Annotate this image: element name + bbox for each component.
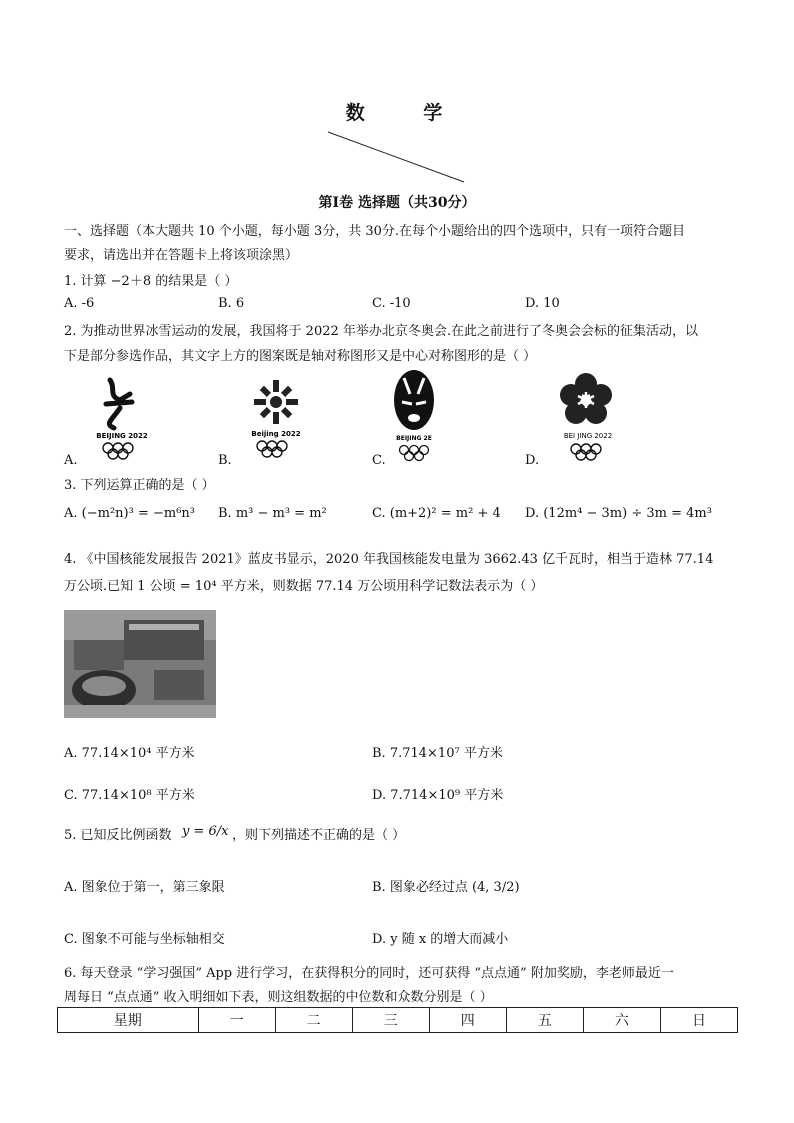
- q3-option-b: B. m³ − m³ = m²: [218, 506, 327, 521]
- q6-line-1: 6. 每天登录 “学习强国” App 进行学习，在获得积分的同时，还可获得 “点点通” 附加奖励，李老师最近一: [64, 966, 674, 981]
- q2-option-a: A.: [64, 453, 78, 468]
- intro-line-1: 一、选择题（本大题共 10 个小题，每小题 3分，共 30分.在每个小题给出的四个选项中，只有一项符合题目: [64, 224, 686, 239]
- intro-line-2: 要求，请选出并在答题卡上将该项涂黑）: [64, 248, 299, 263]
- page-title: 数 学: [345, 102, 469, 124]
- q4-option-c: C. 77.14×10⁸ 平方米: [64, 788, 195, 803]
- table-header-cell: 星期: [58, 1008, 199, 1033]
- q5-option-d: D. y 随 x 的增大而减小: [372, 932, 509, 947]
- q3-stem: 3. 下列运算正确的是（ ）: [64, 478, 215, 493]
- q5-option-b: B. 图象必经过点 (4, 3/2): [372, 880, 520, 895]
- logo-d-image: [548, 370, 628, 464]
- table-header-cell: 日: [660, 1008, 737, 1033]
- q3-option-c: C. (m+2)² = m² + 4: [372, 506, 501, 521]
- weekday-table: [57, 1007, 738, 1033]
- q5-stem-suffix: ，则下列描述不正确的是（ ）: [232, 828, 406, 843]
- q1-option-d: D. 10: [525, 296, 560, 311]
- logo-c-text: BEIJING 2E: [396, 435, 432, 442]
- table-row: [58, 1008, 738, 1033]
- q2-option-c: C.: [372, 453, 386, 468]
- q6-line-2: 周每日 “点点通” 收入明细如下表，则这组数据的中位数和众数分别是（ ）: [64, 990, 493, 1005]
- q5-function: y = 6/x: [182, 824, 229, 839]
- logo-b-image: [240, 374, 312, 464]
- q1-option-a: A. -6: [64, 296, 95, 311]
- logo-d-text: BEI JING 2022: [563, 432, 613, 440]
- q4-option-b: B. 7.714×10⁷ 平方米: [372, 746, 503, 761]
- q1-option-c: C. -10: [372, 296, 411, 311]
- logo-a-text: BEIJING 2022: [96, 432, 148, 440]
- photo-graphic: [64, 610, 216, 718]
- table-header-cell: 三: [352, 1008, 429, 1033]
- q4-option-d: D. 7.714×10⁹ 平方米: [372, 788, 504, 803]
- table-header-cell: 五: [506, 1008, 583, 1033]
- q3-option-d: D. (12m⁴ − 3m) ÷ 3m = 4m³: [525, 506, 712, 521]
- q2-option-d: D.: [525, 453, 540, 468]
- q4-line-1: 4. 《中国核能发展报告 2021》蓝皮书显示，2020 年我国核能发电量为 3662.43 亿千瓦时，相当于造林 77.14: [64, 552, 714, 567]
- logo-c-image: [386, 368, 446, 464]
- q1-option-b: B. 6: [218, 296, 245, 311]
- q2-option-b: B.: [218, 453, 232, 468]
- q2-line-1: 2. 为推动世界冰雪运动的发展，我国将于 2022 年举办北京冬奥会.在此之前进行了冬奥会会标的征集活动，以: [64, 324, 699, 339]
- table-header-cell: 六: [583, 1008, 660, 1033]
- q4-line-2: 万公顷.已知 1 公顷 = 10⁴ 平方米，则数据 77.14 万公顷用科学记数法表示为（ ）: [64, 579, 544, 594]
- table-header-cell: 二: [275, 1008, 352, 1033]
- q2-line-2: 下是部分参选作品，其文字上方的图案既是轴对称图形又是中心对称图形的是（ ）: [64, 349, 537, 364]
- table-header-cell: 四: [429, 1008, 506, 1033]
- section-heading: 第Ⅰ卷 选择题（共30分）: [318, 195, 476, 211]
- nuclear-plant-photo: [64, 610, 216, 718]
- q3-option-a: A. (−m²n)³ = −m⁶n³: [64, 506, 195, 521]
- q5-option-c: C. 图象不可能与坐标轴相交: [64, 932, 225, 947]
- q1-stem: 1. 计算 −2＋8 的结果是（ ）: [64, 274, 238, 289]
- logo-a-image: [86, 374, 158, 464]
- table-header-cell: 一: [198, 1008, 275, 1033]
- q5-option-a: A. 图象位于第一，第三象限: [64, 880, 225, 895]
- q5-stem-prefix: 5. 已知反比例函数: [64, 828, 172, 843]
- logo-b-text: Beijing 2022: [251, 430, 301, 438]
- decorative-line: [320, 128, 470, 188]
- q4-option-a: A. 77.14×10⁴ 平方米: [64, 746, 195, 761]
